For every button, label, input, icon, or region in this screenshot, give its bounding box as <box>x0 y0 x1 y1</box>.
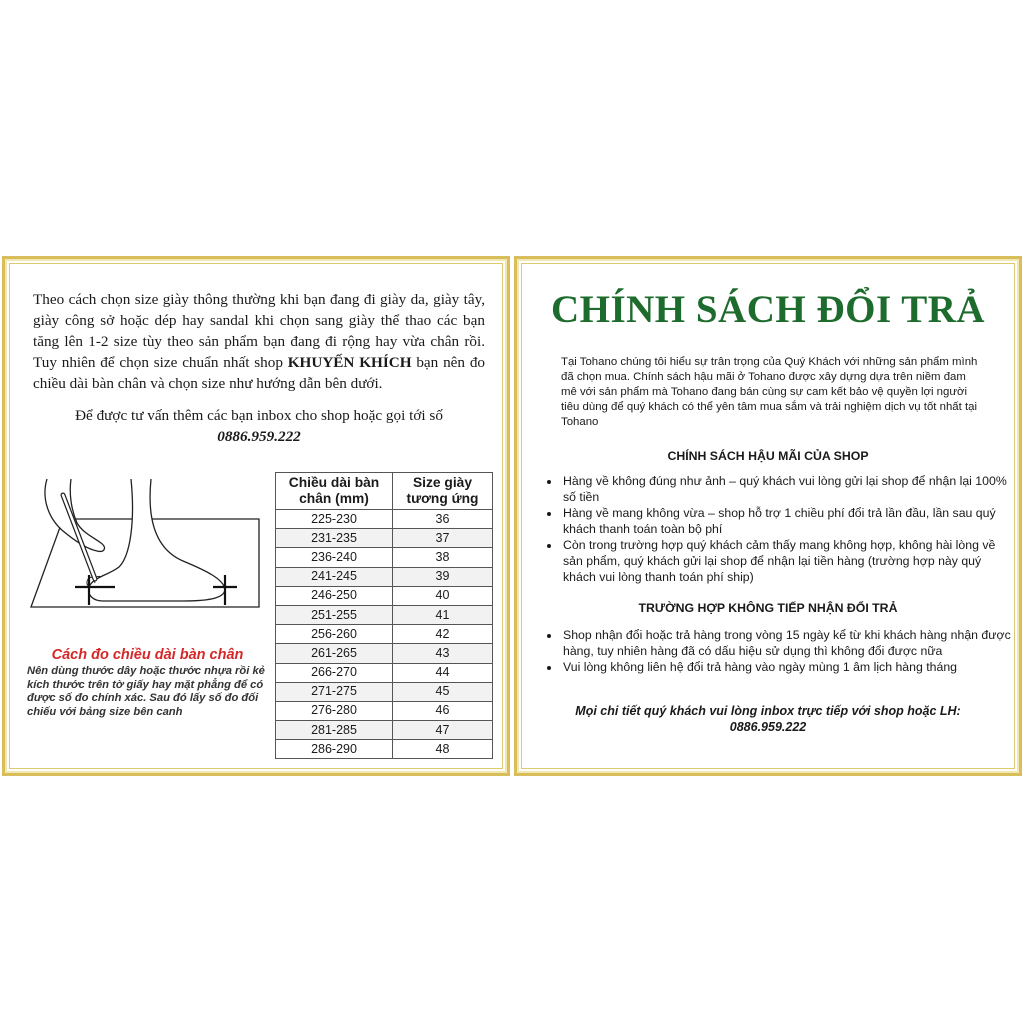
foot-length-cell: 231-235 <box>276 529 393 548</box>
shoe-size-cell: 40 <box>393 586 493 605</box>
size-guide-intro <box>33 289 485 394</box>
shoe-size-cell: 44 <box>393 663 493 682</box>
foot-length-cell: 281-285 <box>276 721 393 740</box>
size-guide-panel <box>2 256 510 776</box>
aftersales-heading: CHÍNH SÁCH HẬU MÃI CỦA SHOP <box>667 449 869 463</box>
foot-length-cell: 246-250 <box>276 586 393 605</box>
foot-length-cell: 271-275 <box>276 682 393 701</box>
foot-length-cell: 236-240 <box>276 548 393 567</box>
table-row <box>276 644 493 663</box>
intro-text-before: Theo cách chọn size giày thông thường khi bạn đang đi giày da, giày tây, giày công sở hoặc dép hay sandal khi chọn sang giày thể thao các bạn tăng lên 1-2 size tùy theo sản phẩm bạn đang đi rộng hay vừa chân rồi. Tuy nhiên để chọn size chuẩn nhất shop <box>33 291 485 371</box>
foot-length-cell: 261-265 <box>276 644 393 663</box>
foot-length-cell: 276-280 <box>276 701 393 720</box>
foot-length-cell: 241-245 <box>276 567 393 586</box>
size-table-header-row <box>276 473 493 510</box>
table-row <box>276 740 493 759</box>
table-row <box>276 529 493 548</box>
measure-title: Cách đo chiều dài bàn chân <box>51 647 244 663</box>
shoe-size-cell: 41 <box>393 605 493 624</box>
closing-note <box>517 703 1019 735</box>
foot-length-cell: 225-230 <box>276 510 393 529</box>
shoe-size-cell: 38 <box>393 548 493 567</box>
list-item: • Hàng về không đúng như ảnh – quý khách vui lòng gửi lại shop để nhận lại 100% số tiền <box>561 473 1011 505</box>
list-item: • Vui lòng không liên hệ đổi trả hàng vào ngày mùng 1 âm lịch hàng tháng <box>561 659 1011 675</box>
foot-length-cell: 251-255 <box>276 605 393 624</box>
table-row <box>276 721 493 740</box>
foot-measuring-illustration <box>23 479 268 619</box>
table-row <box>276 663 493 682</box>
foot-length-cell: 286-290 <box>276 740 393 759</box>
table-row <box>276 548 493 567</box>
shoe-size-cell: 47 <box>393 721 493 740</box>
table-row <box>276 586 493 605</box>
list-item: • Shop nhận đổi hoặc trả hàng trong vòng 15 ngày kể từ khi khách hàng nhận được hàng, tuy nhiên hàng đã có dấu hiệu sử dụng thì không đổi được nữa <box>561 627 1011 659</box>
header-shoe-size: Size giày tương ứng <box>393 473 493 510</box>
aftersales-list <box>545 473 1011 585</box>
shoe-size-cell: 46 <box>393 701 493 720</box>
hand-outline <box>45 479 105 551</box>
shoe-size-cell: 36 <box>393 510 493 529</box>
foot-length-cell: 266-270 <box>276 663 393 682</box>
shoe-size-cell: 43 <box>393 644 493 663</box>
table-row <box>276 682 493 701</box>
no-return-heading: TRƯỜNG HỢP KHÔNG TIẾP NHẬN ĐỔI TRẢ <box>638 601 898 615</box>
table-row <box>276 567 493 586</box>
size-table <box>275 472 493 759</box>
policy-title: CHÍNH SÁCH ĐỔI TRẢ <box>550 288 986 331</box>
closing-text: Mọi chi tiết quý khách vui lòng inbox trực tiếp với shop hoặc LH: <box>575 704 961 718</box>
shoe-size-cell: 48 <box>393 740 493 759</box>
shoe-size-cell: 37 <box>393 529 493 548</box>
list-item: • Hàng về mang không vừa – shop hỗ trợ 1 chiều phí đổi trả lần đầu, lần sau quý khách thanh toán toàn bộ phí <box>561 505 1011 537</box>
foot-length-cell: 256-260 <box>276 625 393 644</box>
no-return-list <box>545 627 1011 675</box>
table-row <box>276 510 493 529</box>
measure-description: Nên dùng thước dây hoặc thước nhựa rồi kẻ kích thước trên tờ giấy hay mặt phẳng để có được số đo chính xác. Sau đó lấy số đo đối chiếu với bảng size bên canh <box>27 665 265 718</box>
list-item: • Còn trong trường hợp quý khách cảm thấy mang không hợp, không hài lòng về sản phẩm, quý khách gửi lại shop để nhận lại tiền hàng (trường hợp này quý khách vui lòng thanh toán phí ship) <box>561 537 1011 585</box>
foot-outline <box>89 479 225 601</box>
consult-note <box>33 405 485 447</box>
shoe-size-cell: 42 <box>393 625 493 644</box>
consult-text: Để được tư vấn thêm các bạn inbox cho shop hoặc gọi tới số <box>75 407 443 424</box>
table-row <box>276 625 493 644</box>
header-foot-length: Chiều dài bàn chân (mm) <box>276 473 393 510</box>
table-row <box>276 701 493 720</box>
intro-emphasis: KHUYẾN KHÍCH <box>287 354 412 371</box>
shoe-size-cell: 45 <box>393 682 493 701</box>
shoe-size-cell: 39 <box>393 567 493 586</box>
closing-phone: 0886.959.222 <box>729 720 807 734</box>
return-policy-panel <box>514 256 1022 776</box>
phone-number: 0886.959.222 <box>217 428 301 445</box>
intro-text-after: bạn nên đo chiều dài bàn chân và chọn size như hướng dẫn bên dưới. <box>33 354 486 392</box>
table-row <box>276 605 493 624</box>
policy-intro: Tại Tohano chúng tôi hiểu sự trân trọng của Quý Khách với những sản phẩm mình đã chọn mua. Chính sách hậu mãi ở Tohano được xây dựng dựa trên niềm đam mê với sản phẩm mà Tohano đang bán cùng sự cam kết bảo vệ quyền lợi người tiêu dùng để quý khách có thể yên tâm mua sắm và trải nghiệm dịch vụ tốt nhất tại Tohano <box>561 356 978 428</box>
